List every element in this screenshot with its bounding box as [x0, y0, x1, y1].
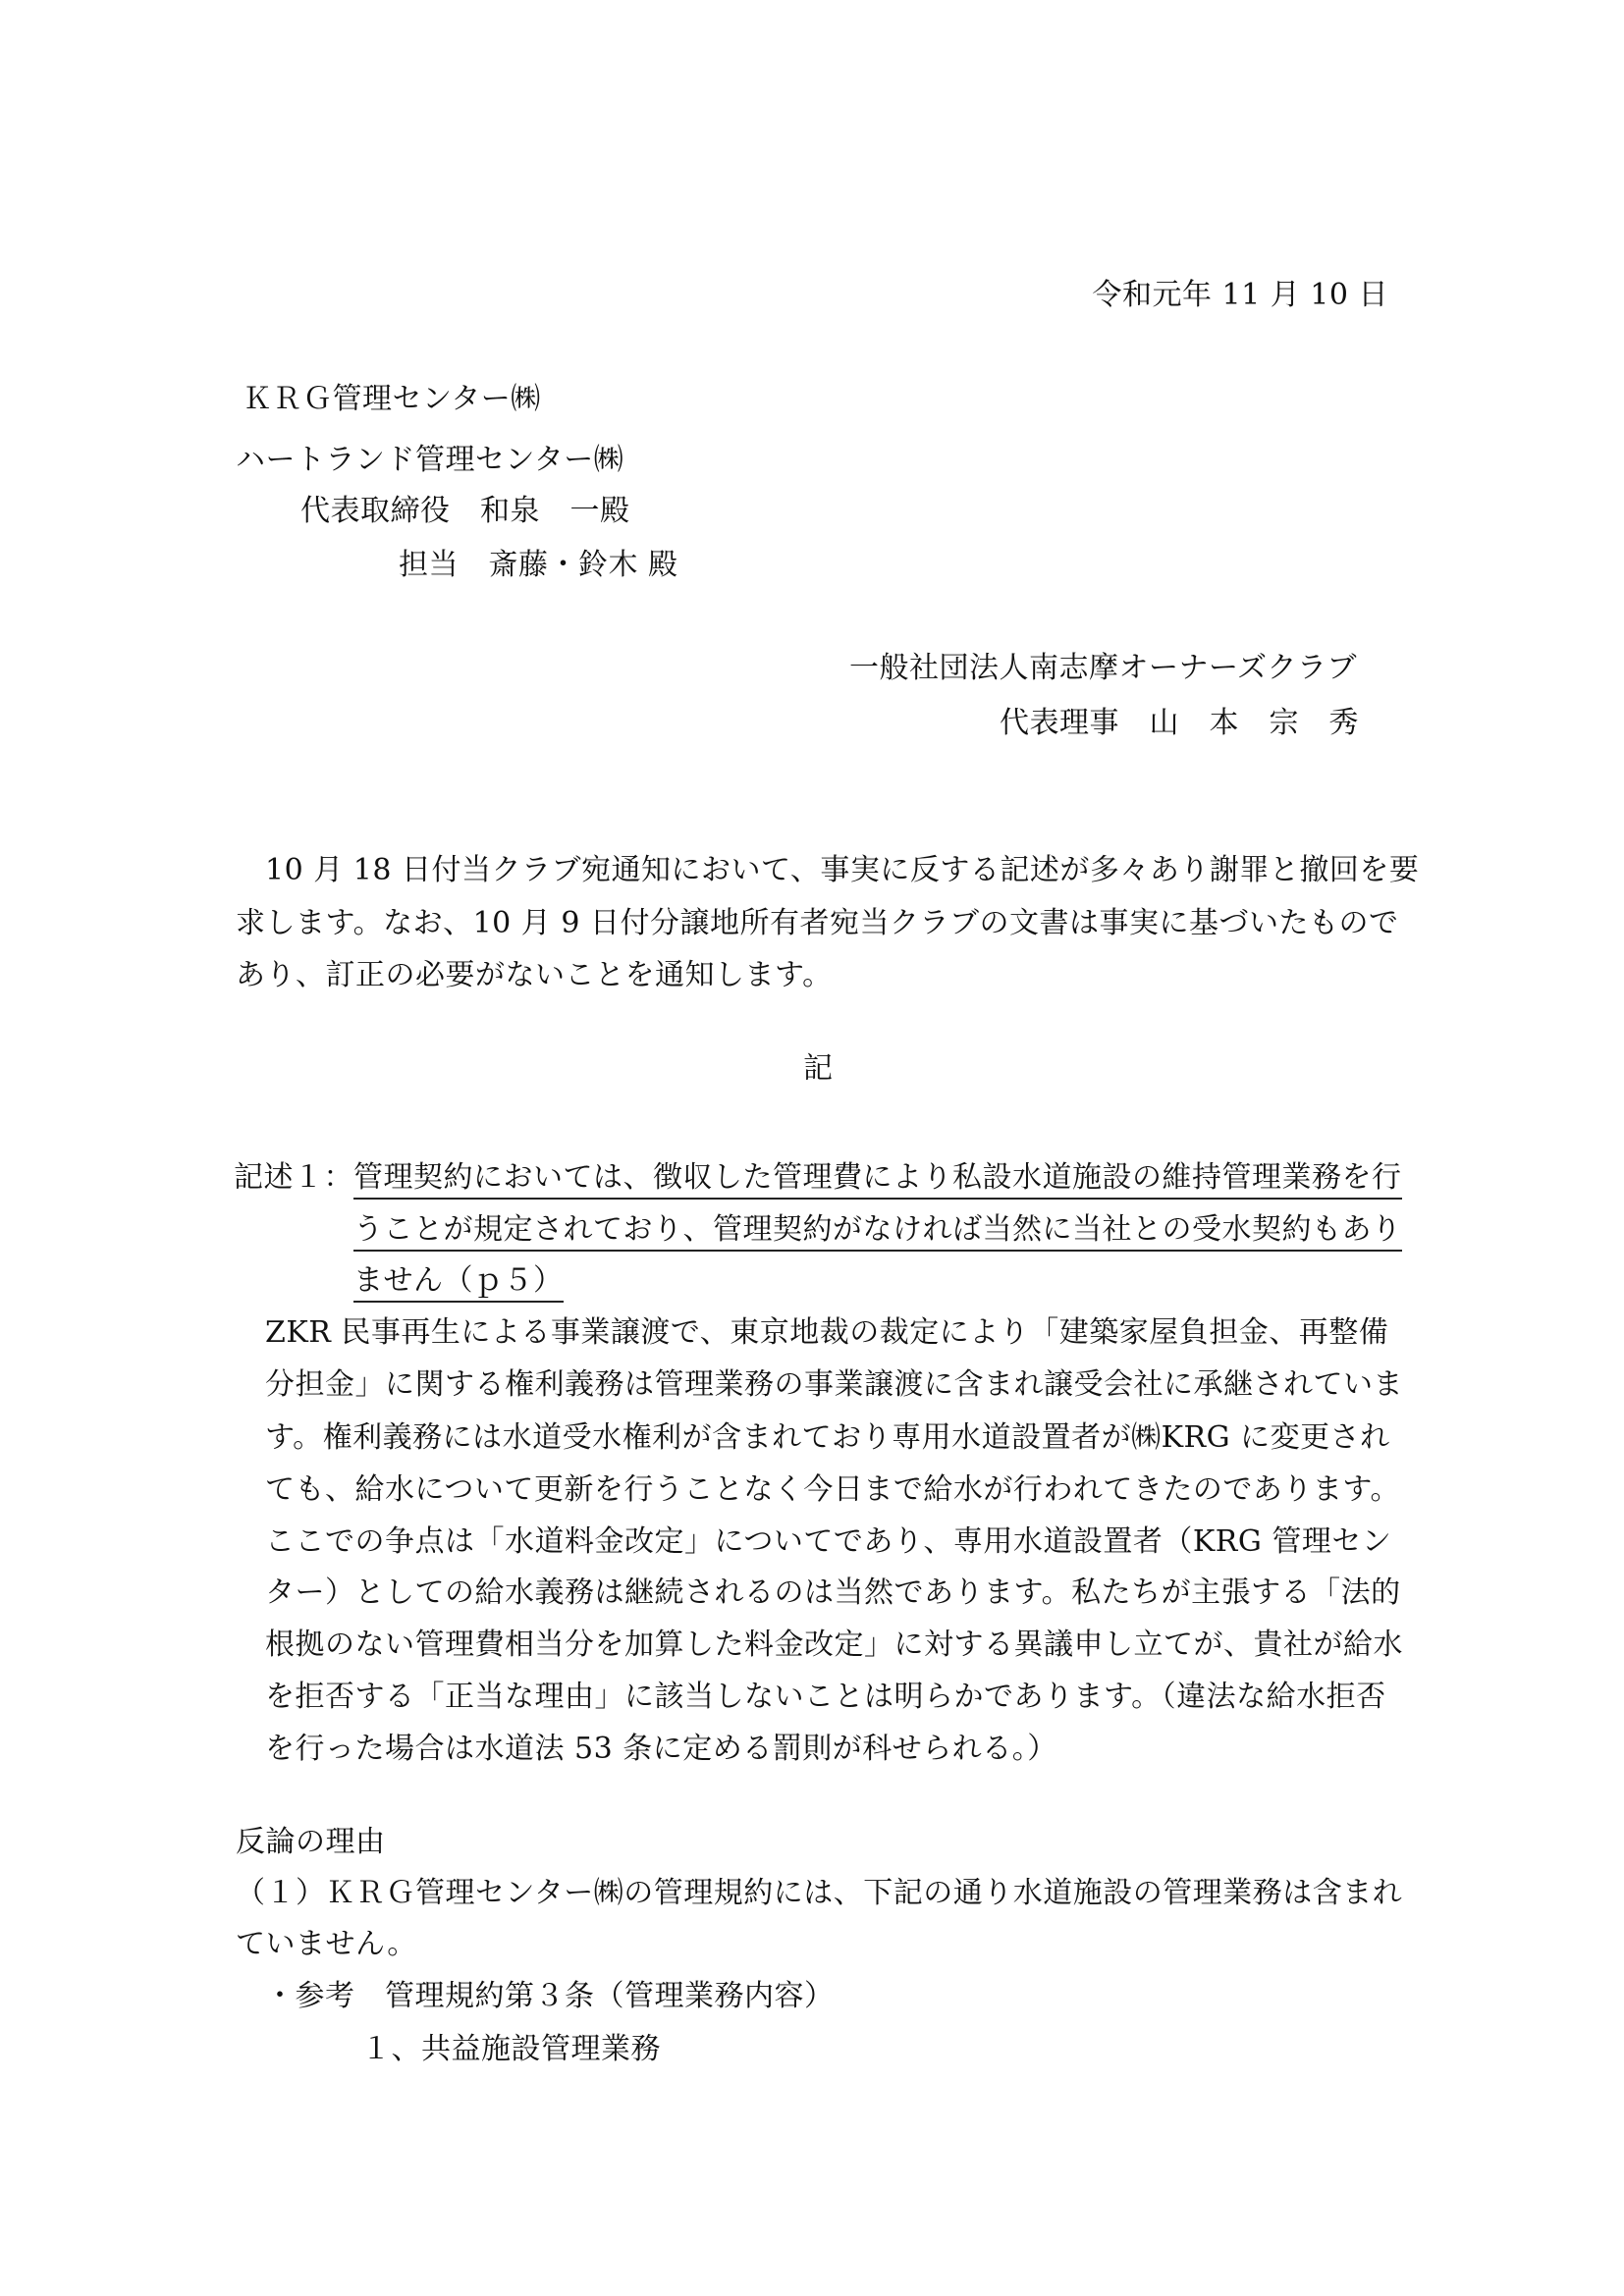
statement-1-quote-line: うことが規定されており、管理契約がなければ当然に当社との受水契約もあり: [353, 1215, 1402, 1252]
sender-representative: 代表理事 山 本 宗 秀: [1000, 706, 1359, 740]
addressee-contact: 担当 斎藤・鈴木 殿: [399, 548, 678, 582]
statement-1-quote-line: ません（ｐ５）: [353, 1266, 564, 1303]
statement-1-body-line: す。権利義務には水道受水権利が含まれており専用水道設置者が㈱KRG に変更され: [265, 1420, 1390, 1455]
intro-line: あり、訂正の必要がないことを通知します。: [236, 958, 833, 992]
sender-organization: 一般社団法人南志摩オーナーズクラブ: [849, 651, 1357, 685]
intro-line: 10 月 18 日付当クラブ宛通知において、事実に反する記述が多々あり謝罪と撤回を要: [265, 853, 1420, 887]
rebuttal-point-1-line: （１）ＫＲＧ管理センター㈱の管理規約には、下記の通り水道施設の管理業務は含まれ: [236, 1876, 1403, 1910]
rebuttal-point-1-line: ていません。: [236, 1927, 417, 1961]
statement-1-body-line: ター）としての給水義務は継続されるのは当然であります。私たちが主張する「法的: [265, 1575, 1401, 1610]
intro-line: 求します。なお、10 月 9 日付分譲地所有者宛当クラブの文書は事実に基づいたもので: [236, 906, 1399, 940]
addressee-representative: 代表取締役 和泉 一殿: [300, 494, 630, 528]
statement-1-body-line: を拒否する「正当な理由」に該当しないことは明らかであります。（違法な給水拒否: [265, 1680, 1386, 1714]
ki-heading: 記: [803, 1051, 834, 1086]
rebuttal-heading: 反論の理由: [236, 1825, 386, 1859]
addressee-company-2: ハートランド管理センター㈱: [236, 443, 624, 477]
rebuttal-item-1: １、共益施設管理業務: [361, 2032, 661, 2066]
document-date: 令和元年 11 月 10 日: [1092, 278, 1388, 312]
statement-1-body-line: 根拠のない管理費相当分を加算した料金改定」に対する異議申し立てが、貴社が給水: [265, 1628, 1403, 1662]
statement-1-body-line: ZKR 民事再生による事業譲渡で、東京地裁の裁定により「建築家屋負担金、再整備: [265, 1315, 1389, 1350]
addressee-company-1: ＫＲＧ管理センター㈱: [243, 382, 541, 416]
statement-1-label: 記述１：: [234, 1160, 353, 1195]
rebuttal-reference: ・参考 管理規約第３条（管理業務内容）: [265, 1979, 835, 2013]
statement-1-body-line: ここでの争点は「水道料金改定」についてであり、専用水道設置者（KRG 管理セン: [265, 1524, 1392, 1559]
statement-1-quote-line: 管理契約においては、徴収した管理費により私設水道施設の維持管理業務を行: [353, 1163, 1402, 1200]
statement-1-body-line: 分担金」に関する権利義務は管理業務の事業譲渡に含まれ譲受会社に承継されていま: [265, 1367, 1403, 1402]
statement-1-body-line: ても、給水について更新を行うことなく今日まで給水が行われてきたのであります。: [265, 1472, 1400, 1507]
statement-1-body-line: を行った場合は水道法 53 条に定める罰則が科せられる。）: [265, 1732, 1057, 1766]
